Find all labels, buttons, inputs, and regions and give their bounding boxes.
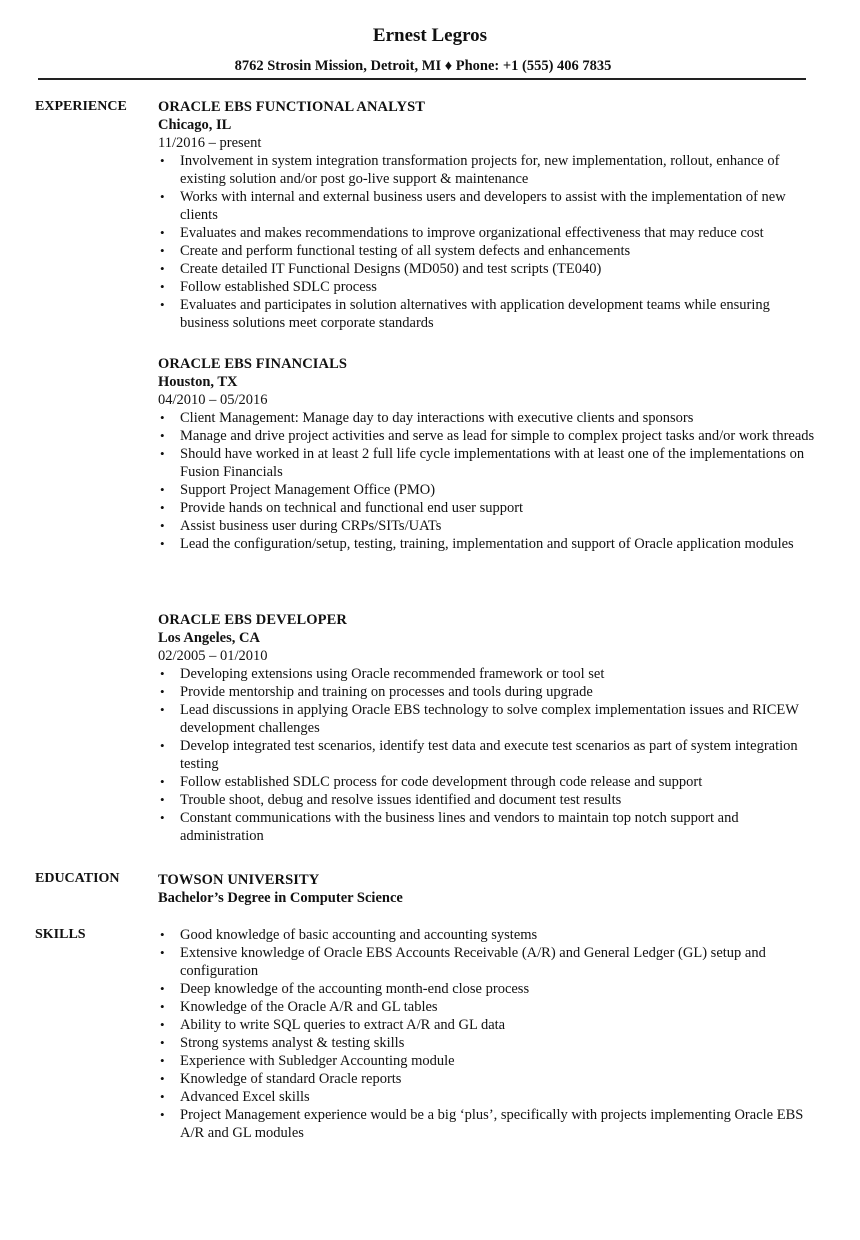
list-item: • Developing extensions using Oracle recommended framework or tool set [160,666,605,682]
bullet-icon: • [160,792,165,807]
list-item: • Experience with Subledger Accounting module [160,1053,455,1069]
list-item: • Provide hands on technical and functional end user support [160,500,524,516]
list-item: • Extensive knowledge of Oracle EBS Accounts Receivable (A/R) and General Ledger (GL) setup and configuration [160,945,766,979]
job-location: Los Angeles, CA [158,630,260,646]
bullet-icon: • [160,410,165,425]
list-item: • Ability to write SQL queries to extract A/R and GL data [160,1017,506,1033]
skills-bullets [158,926,818,1142]
list-item: • Project Management experience would be a big ‘plus’, specifically with projects implementing Oracle EBS A/R and GL modules [160,1107,804,1141]
list-item: • Advanced Excel skills [160,1089,310,1105]
candidate-name: Ernest Legros [372,25,488,46]
bullet-icon: • [160,810,165,825]
contact-line: 8762 Strosin Mission, Detroit, MI ♦ Phone: +1 (555) 406 7835 [234,58,612,74]
bullet-icon: • [160,666,165,681]
bullet-icon: • [160,702,165,717]
list-item: • Support Project Management Office (PMO) [160,482,436,498]
header-divider [38,78,806,80]
section-label-education: EDUCATION [35,871,120,886]
bullet-icon: • [160,999,165,1014]
bullet-icon: • [160,1035,165,1050]
bullet-icon: • [160,945,165,960]
list-item: • Knowledge of the Oracle A/R and GL tables [160,999,438,1015]
list-item: • Trouble shoot, debug and resolve issues identified and document test results [160,792,622,808]
bullet-icon: • [160,1107,165,1122]
section-label-skills: SKILLS [35,927,86,942]
section-label-experience: EXPERIENCE [35,99,127,114]
education-entry [158,871,818,907]
job-dates: 04/2010 – 05/2016 [158,392,268,408]
bullet-icon: • [160,446,165,461]
list-item: • Create and perform functional testing of all system defects and enhancements [160,243,631,259]
job-dates: 11/2016 – present [158,135,262,151]
list-item: • Strong systems analyst & testing skills [160,1035,405,1051]
degree: Bachelor’s Degree in Computer Science [158,890,403,906]
list-item: • Good knowledge of basic accounting and accounting systems [160,927,538,943]
bullet-icon: • [160,738,165,753]
list-item: • Assist business user during CRPs/SITs/UATs [160,518,442,534]
bullet-icon: • [160,189,165,204]
job-entry [158,98,818,332]
list-item: • Deep knowledge of the accounting month-end close process [160,981,530,997]
list-item: • Follow established SDLC process [160,279,377,295]
bullet-icon: • [160,279,165,294]
school-name: TOWSON UNIVERSITY [158,872,320,888]
list-item: • Develop integrated test scenarios, identify test data and execute test scenarios as part of system integration testing [160,738,798,772]
bullet-icon: • [160,518,165,533]
list-item: • Lead the configuration/setup, testing, training, implementation and support of Oracle application modules [160,536,794,552]
list-item: • Follow established SDLC process for code development through code release and support [160,774,703,790]
bullet-icon: • [160,153,165,168]
list-item: • Involvement in system integration transformation projects for, new implementation, rollout, enhance of existing solution and/or post go-live support & maintenance [160,153,780,187]
bullet-icon: • [160,1017,165,1032]
list-item: • Works with internal and external business users and developers to assist with the implementation of new clients [160,189,786,223]
job-entry [158,611,818,845]
job-entry [158,355,818,553]
bullet-icon: • [160,1053,165,1068]
job-bullets [158,152,818,332]
list-item: • Should have worked in at least 2 full life cycle implementations with at least one of the implementations on Fusion Financials [160,446,805,480]
list-item: • Constant communications with the business lines and vendors to maintain top notch support and administration [160,810,739,844]
bullet-icon: • [160,261,165,276]
bullet-icon: • [160,243,165,258]
bullet-icon: • [160,225,165,240]
bullet-icon: • [160,536,165,551]
bullet-icon: • [160,774,165,789]
job-bullets [158,409,818,553]
list-item: • Provide mentorship and training on processes and tools during upgrade [160,684,593,700]
bullet-icon: • [160,297,165,312]
bullet-icon: • [160,1071,165,1086]
job-location: Chicago, IL [158,117,232,133]
list-item: • Manage and drive project activities and serve as lead for simple to complex project tasks and/or work threads [160,428,815,444]
list-item: • Evaluates and participates in solution alternatives with application development teams while ensuring business solutions meet corporate standards [160,297,770,331]
job-dates: 02/2005 – 01/2010 [158,648,268,664]
list-item: • Knowledge of standard Oracle reports [160,1071,402,1087]
job-title: ORACLE EBS FUNCTIONAL ANALYST [158,99,426,115]
skills-list [158,926,818,1142]
list-item: • Evaluates and makes recommendations to improve organizational effectiveness that may reduce cost [160,225,764,241]
list-item: • Lead discussions in applying Oracle EBS technology to solve complex implementation issues and RICEW development challenges [160,702,799,736]
job-location: Houston, TX [158,374,238,390]
bullet-icon: • [160,482,165,497]
bullet-icon: • [160,927,165,942]
bullet-icon: • [160,428,165,443]
bullet-icon: • [160,1089,165,1104]
list-item: • Client Management: Manage day to day interactions with executive clients and sponsors [160,410,694,426]
job-bullets [158,665,818,845]
list-item: • Create detailed IT Functional Designs (MD050) and test scripts (TE040) [160,261,602,277]
bullet-icon: • [160,500,165,515]
job-title: ORACLE EBS FINANCIALS [158,356,348,372]
bullet-icon: • [160,684,165,699]
job-title: ORACLE EBS DEVELOPER [158,612,347,628]
bullet-icon: • [160,981,165,996]
